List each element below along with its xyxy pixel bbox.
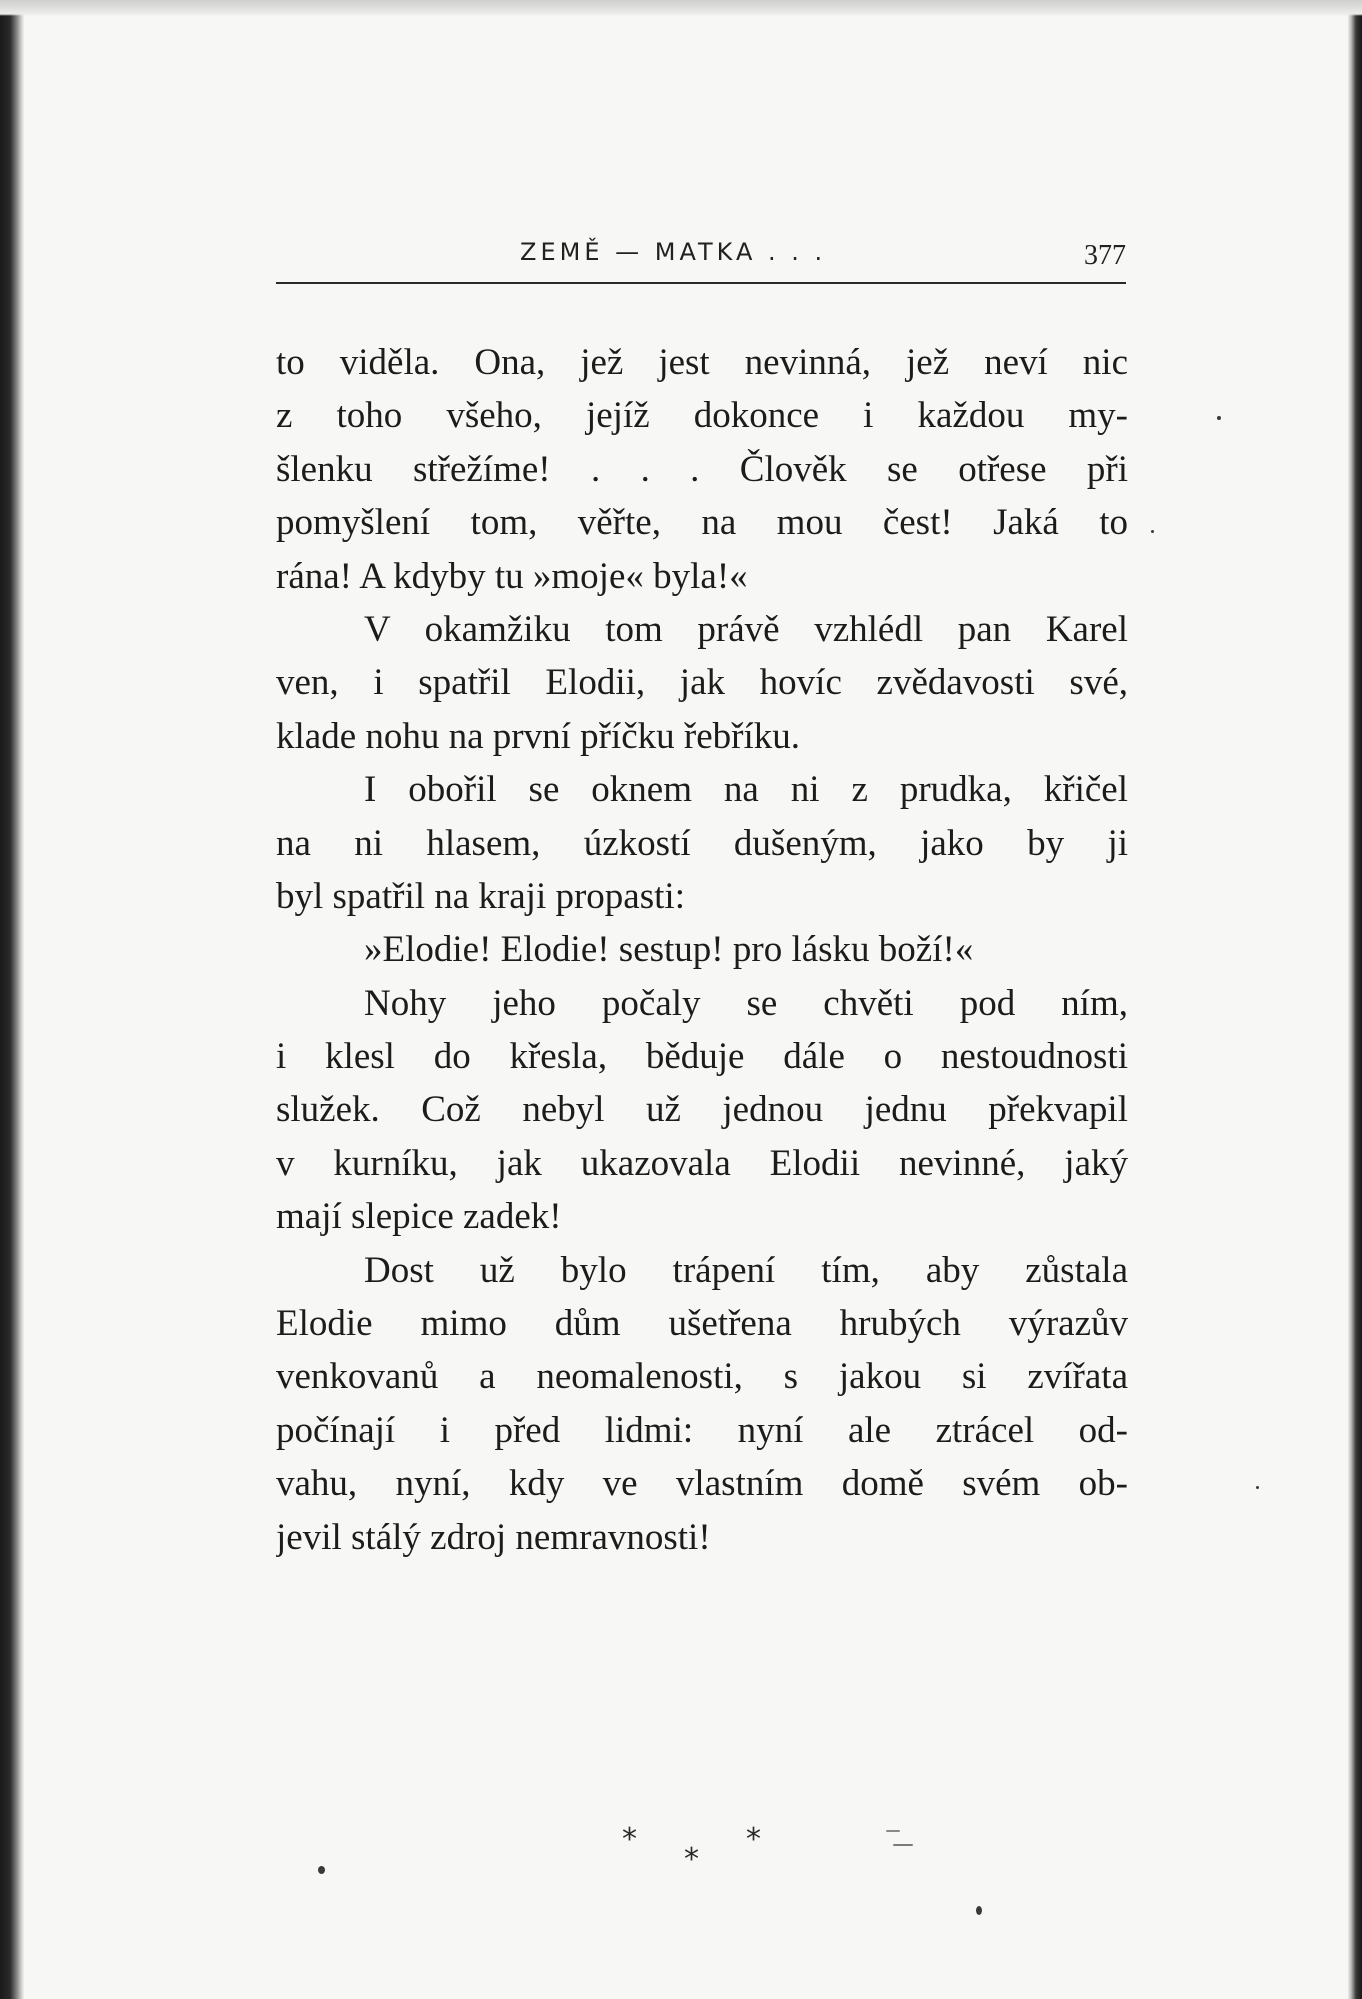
text-line: mají slepice zadek!: [276, 1196, 562, 1238]
text-line: z toho všeho, jejíž dokonce i každou my-: [276, 395, 1128, 437]
section-separator: [610, 1822, 790, 1912]
scan-speck: [1217, 416, 1221, 420]
page-number: 377: [1084, 240, 1126, 271]
text-line: rána! A kdyby tu »moje« byla!«: [276, 555, 748, 597]
separator-star: *: [622, 1822, 637, 1857]
text-line: počínají i před lidmi: nyní ale ztrácel od-: [276, 1409, 1128, 1451]
text-line: Dost už bylo trápení tím, aby zůstala: [364, 1249, 1128, 1291]
text-line: vahu, nyní, kdy ve vlastním domě svém ob-: [276, 1463, 1128, 1505]
scan-speck: [1256, 1486, 1259, 1489]
running-title: ZEMĚ — MATKA . . .: [520, 238, 827, 266]
text-line: i klesl do křesla, běduje dále o nestoudnosti: [276, 1036, 1128, 1078]
text-line: Elodie mimo dům ušetřena hrubých výrazův: [276, 1303, 1128, 1345]
scan-speck: [1151, 530, 1154, 533]
scan-speck: [318, 1866, 325, 1874]
separator-star: *: [684, 1842, 699, 1877]
scan-speck: [893, 1844, 913, 1846]
header-rule: [276, 282, 1126, 284]
body-text: [276, 336, 1128, 1564]
scan-edge-left: [0, 0, 24, 1999]
text-line: služek. Což nebyl už jednou jednu překvapil: [276, 1089, 1128, 1131]
text-line: v kurníku, jak ukazovala Elodii nevinné, jaký: [276, 1142, 1128, 1184]
scan-edge-right: [1348, 0, 1362, 1999]
scan-edge-top: [0, 0, 1362, 16]
text-line: I obořil se oknem na ni z prudka, křičel: [364, 769, 1128, 811]
text-line: byl spatřil na kraji propasti:: [276, 875, 685, 917]
running-header: [276, 232, 1126, 286]
text-line: ven, i spatřil Elodii, jak hovíc zvědavosti své,: [276, 662, 1128, 704]
text-line: V okamžiku tom právě vzhlédl pan Karel: [364, 608, 1128, 650]
text-line: venkovanů a neomalenosti, s jakou si zvířata: [276, 1356, 1128, 1398]
text-line: klade nohu na první příčku řebříku.: [276, 715, 801, 757]
scan-speck: [976, 1906, 982, 1915]
text-line: pomyšlení tom, věřte, na mou čest! Jaká to: [276, 502, 1128, 544]
scan-speck: [886, 1830, 900, 1832]
text-line: na ni hlasem, úzkostí dušeným, jako by ji: [276, 822, 1128, 864]
separator-star: *: [746, 1822, 761, 1857]
text-line: to viděla. Ona, jež jest nevinná, jež neví nic: [276, 342, 1128, 383]
text-line: »Elodie! Elodie! sestup! pro lásku boží!«: [364, 929, 974, 971]
text-line: Nohy jeho počaly se chvěti pod ním,: [364, 982, 1128, 1024]
text-line: jevil stálý zdroj nemravnosti!: [276, 1516, 711, 1558]
text-line: šlenku střežíme! . . . Člověk se otřese při: [276, 448, 1128, 490]
